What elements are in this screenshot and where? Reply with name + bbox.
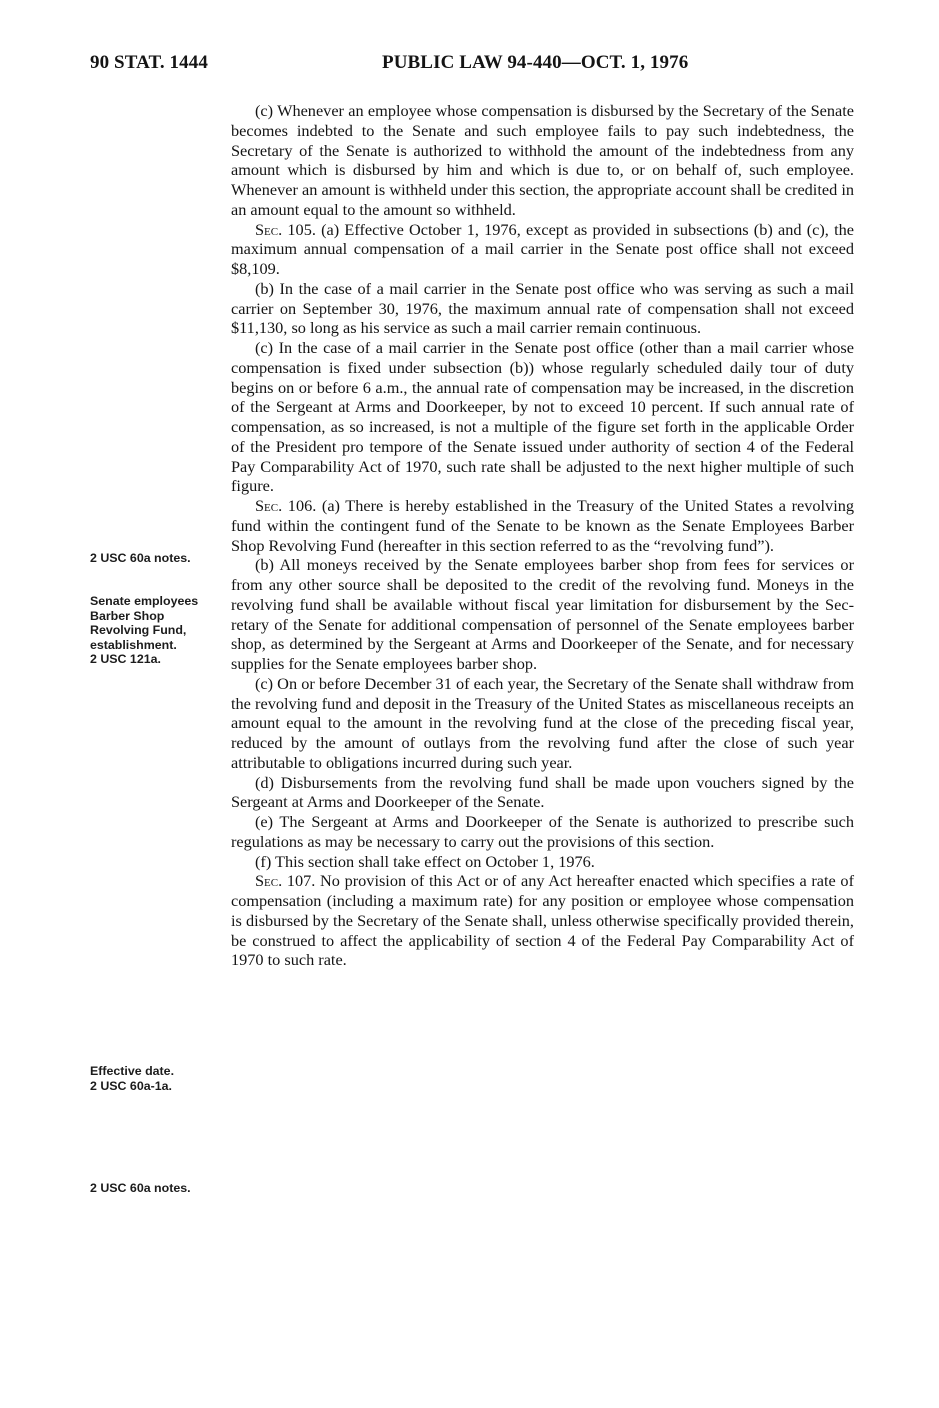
margin-note-effective-date (90, 1064, 230, 1093)
paragraph-105b (231, 279, 854, 338)
section-label: Sec. (255, 219, 283, 239)
paragraph-106a (231, 496, 854, 555)
section-label: Sec. (255, 871, 283, 891)
paragraph-text: (c) Whenever an employee whose compensation is disbursed by the Secretary of the Senate becomes indebted to the Senate and such employee fails to pay such indebtedness, the Secretary of the Senate is authorized to withhold the amount of the indebtedness from any amount which is disbursed by him and which is due to, or on behalf of, such employee. Whenever an amount is withheld under this section, the appropriate account shall be credited in an amount equal to the amount so withheld. (231, 101, 854, 219)
paragraph-106f (231, 852, 854, 872)
margin-note-line: Revolving Fund, (90, 623, 187, 637)
margin-note-line: 2 USC 60a notes. (90, 551, 191, 565)
paragraph-105a (231, 220, 854, 279)
margin-note-line: 2 USC 60a notes. (90, 1181, 191, 1195)
margin-note-line: establishment. (90, 637, 177, 652)
paragraph-text: 106. (a) There is hereby established in the Treasury of the United States a revolving fund within the contingent fund of the Senate to be known as the Senate Employees Barber Shop Revolving Fund (hereafter in this section referred to as the “revolving fund”). (231, 496, 854, 555)
running-head: PUBLIC LAW 94-440—OCT. 1, 1976 (382, 52, 689, 73)
paragraph-text: (f) This section shall take effect on October 1, 1976. (255, 851, 595, 871)
margin-note-line: 2 USC 121a. (90, 652, 161, 666)
paragraph-107 (231, 871, 854, 970)
paragraph-106e (231, 812, 854, 852)
paragraph-text: (b) All moneys received by the Senate employees barber shop from fees for services or from any other source shall be deposited to the credit of the revolving fund. Moneys in the revolving fund shall be available without fiscal year limitation for disbursement by the Secretary of the Senate for additional compensation of personnel of the Senate employees barber shop, as determined by the Sergeant at Arms and Doorkeeper of the Senate, and for necessary supplies for the Senate employees barber shop. (231, 555, 854, 673)
page-folio: 90 STAT. 1444 (90, 52, 208, 73)
margin-note-usc-60a-notes-2 (90, 1181, 230, 1196)
paragraph-105c (231, 338, 854, 496)
paragraph-text: (b) In the case of a mail carrier in the Senate post office who was serving as such a mail carrier on September 30, 1976, the maximum annual rate of compensation shall not exceed $11,130, so long as his service as such a mail carrier remain continuous. (231, 278, 854, 338)
margin-note-line: Barber Shop (90, 608, 165, 623)
paragraph-106c (231, 674, 854, 773)
margin-note-line: 2 USC 60a-1a. (90, 1078, 172, 1093)
statute-body (231, 101, 854, 970)
paragraph-text: 107. No provision of this Act or of any Act hereafter enacted which specifies a rate of compensation (including a maximum rate) for any position or employee whose compensation is disbursed by the Secretary of the Senate shall, unless otherwise specifically provided therein, be construed to affect the applicability of section 4 of the Federal Pay Comparability Act of 1970 to such rate. (231, 871, 854, 970)
paragraph-text: (d) Disbursements from the revolving fund shall be made upon vouchers signed by the Sergeant at Arms and Doorkeeper of the Senate. (231, 772, 854, 812)
paragraph-text: (c) On or before December 31 of each year, the Secretary of the Senate shall withdraw from the revolving fund and deposit in the Treasury of the United States as miscellaneous receipts an amount equal to the amount in the revolving fund at the close of the preceding fiscal year, reduced by the amount of outlays from the revolving fund after the close of such year attributable to obligations incurred during such year. (231, 673, 854, 772)
section-label: Sec. (255, 496, 283, 515)
paragraph-text: (c) In the case of a mail carrier in the Senate post office (other than a mail carrier whose compensation is fixed under subsection (b)) whose regularly scheduled daily tour of duty begins on or before 6 a.m., the annual rate of compensation may be increased, in the discretion of the Sergeant at Arms and Doorkeeper, by not to exceed 10 percent. If such annual rate of compensation, as so increased, is not a multiple of the figure set forth in the applicable Order of the President pro tempore of the Senate issued under authority of section 4 of the Federal Pay Comparability Act of 1970, such rate shall be adjusted to the next higher multiple of such figure. (231, 338, 854, 496)
paragraph-106b (231, 555, 854, 674)
margin-note-barber-shop-fund (90, 594, 230, 667)
paragraph-104c (231, 101, 854, 220)
paragraph-106d (231, 773, 854, 813)
margin-note-line: Effective date. (90, 1064, 175, 1078)
margin-note-usc-60a-notes (90, 551, 230, 566)
margin-note-line: Senate employees (90, 594, 199, 608)
paragraph-text: (e) The Sergeant at Arms and Doorkeeper of the Senate is authorized to prescribe such regulations as may be necessary to carry out the provisions of this section. (231, 812, 854, 851)
paragraph-text: 105. (a) Effective October 1, 1976, except as provided in subsections (b) and (c), the maximum annual compensation of a mail carrier in the Senate post office shall not exceed $8,109. (231, 219, 854, 278)
page-header (90, 52, 854, 82)
